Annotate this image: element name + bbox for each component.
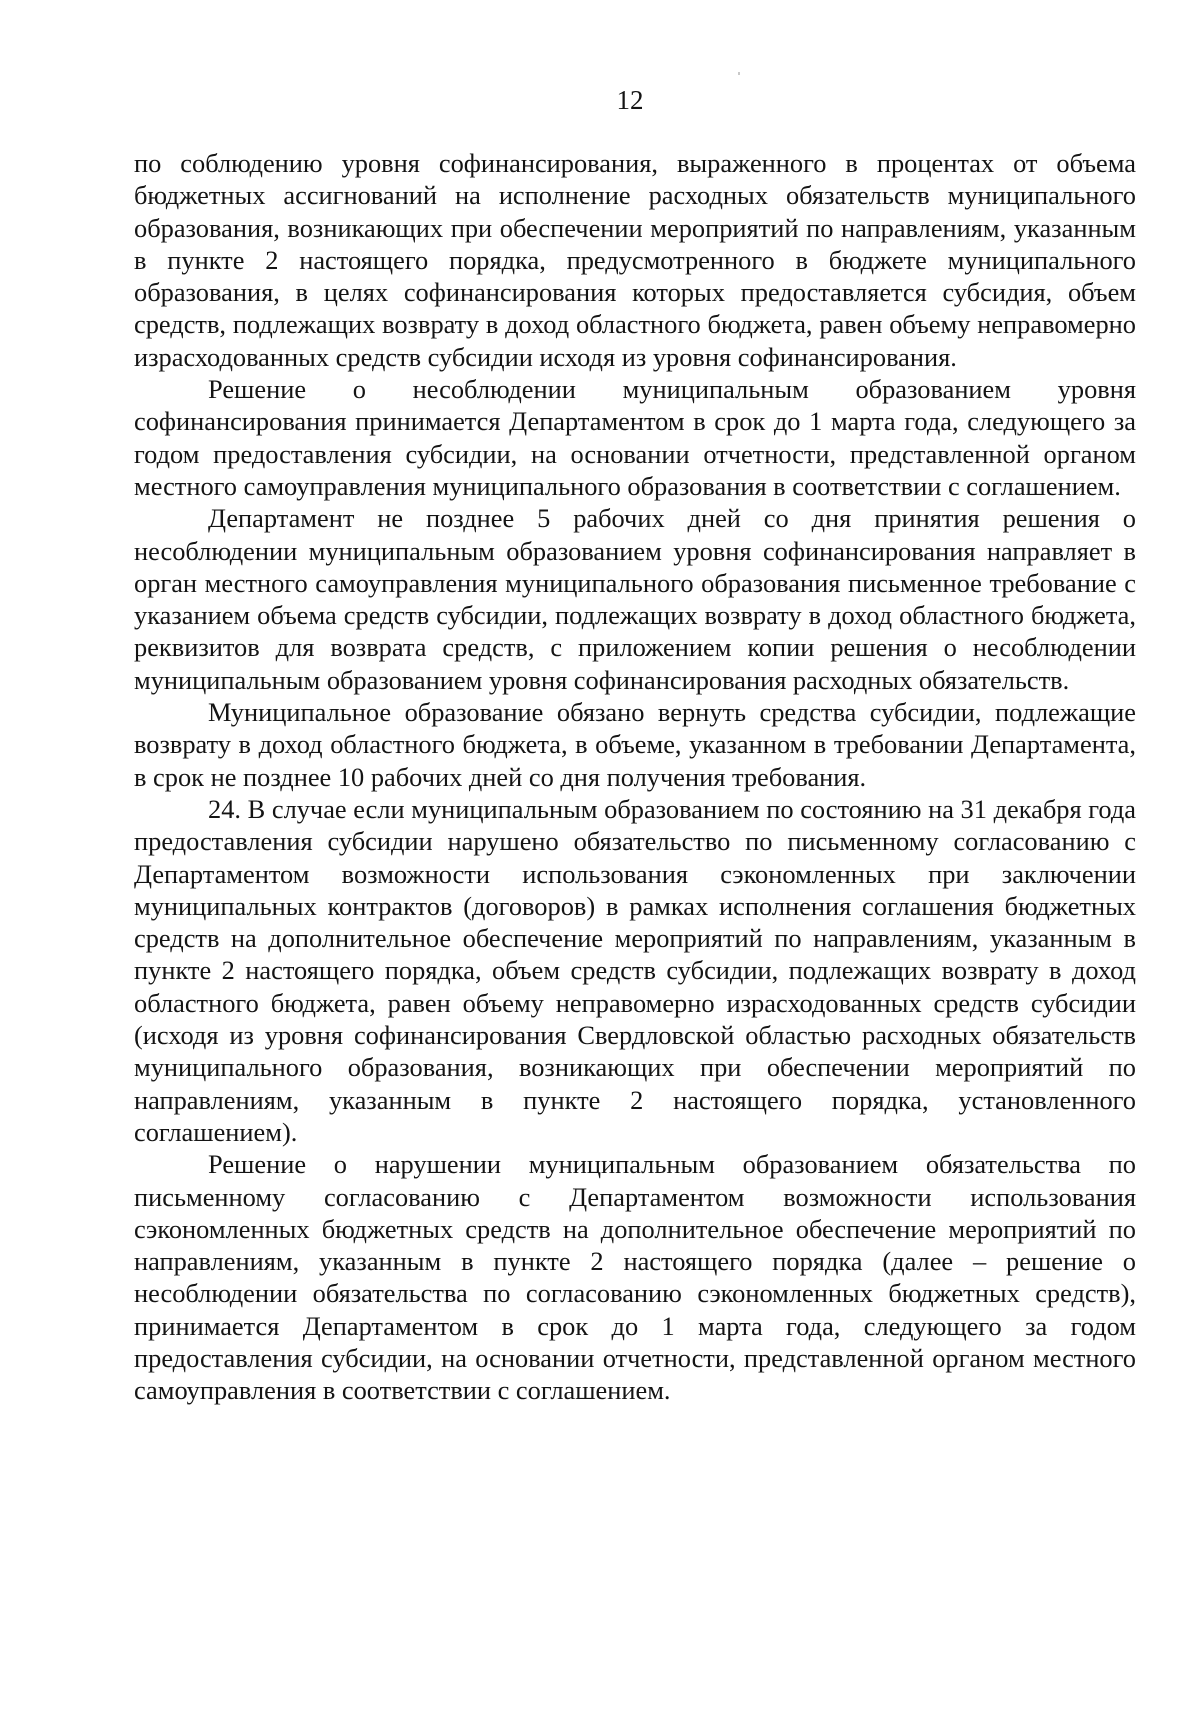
paragraph-2: Решение о несоблюдении муниципальным образованием уровня софинансирования принимается Департаментом в срок до 1 марта года, следующего за годом предоставления субсидии, на основании отчетности, представленной органом местного самоуправления муниципального образования в соответствии с соглашением. [134,374,1136,501]
paragraph-1: по соблюдению уровня софинансирования, выраженного в процентах от объема бюджетных ассигнований на исполнение расходных обязательств муниципального образования, возникающих при обеспечении мероприятий по направлениям, указанным в пункте 2 настоящего порядка, предусмотренного в бюджете муниципального образования, в целях софинансирования которых предоставляется субсидия, объем средств, подлежащих возврату в доход областного бюджета, равен объему неправомерно израсходованных средств субсидии исходя из уровня софинансирования. [134,148,1136,372]
paragraph-4: Муниципальное образование обязано вернуть средства субсидии, подлежащие возврату в доход областного бюджета, в объеме, указанном в требовании Департамента, в срок не позднее 10 рабочих дней со дня получения требования. [134,697,1136,792]
paragraph-3: Департамент не позднее 5 рабочих дней со дня принятия решения о несоблюдении муниципальным образованием уровня софинансирования направляет в орган местного самоуправления муниципального образования письменное требование с указанием объема средств субсидии, подлежащих возврату в доход областного бюджета, реквизитов для возврата средств, с приложением копии решения о несоблюдении муниципальным образованием уровня софинансирования расходных обязательств. [134,503,1136,695]
page-number: 12 [616,85,644,115]
document-body [134,147,1136,1407]
paragraph-6: Решение о нарушении муниципальным образованием обязательства по письменному согласованию с Департаментом возможности использования сэкономленных бюджетных средств на дополнительное обеспечение мероприятий по направлениям, указанным в пункте 2 настоящего порядка (далее – решение о несоблюдении обязательства по согласованию сэкономленных бюджетных средств), принимается Департаментом в срок до 1 марта года, следующего за годом предоставления субсидии, на основании отчетности, представленной органом местного самоуправления в соответствии с соглашением. [134,1149,1136,1406]
paragraph-5-item-24: 24. В случае если муниципальным образованием по состоянию на 31 декабря года предоставления субсидии нарушено обязательство по письменному согласованию с Департаментом возможности использования сэкономленных при заключении муниципальных контрактов (договоров) в рамках исполнения соглашения бюджетных средств на дополнительное обеспечение мероприятий по направлениям, указанным в пункте 2 настоящего порядка, объем средств субсидии, подлежащих возврату в доход областного бюджета, равен объему неправомерно израсходованных средств субсидии (исходя из уровня софинансирования Свердловской областью расходных обязательств муниципального образования, возникающих при обеспечении мероприятий по направлениям, указанным в пункте 2 настоящего порядка, установленного соглашением). [134,793,1136,1147]
scan-speck [738,72,740,75]
